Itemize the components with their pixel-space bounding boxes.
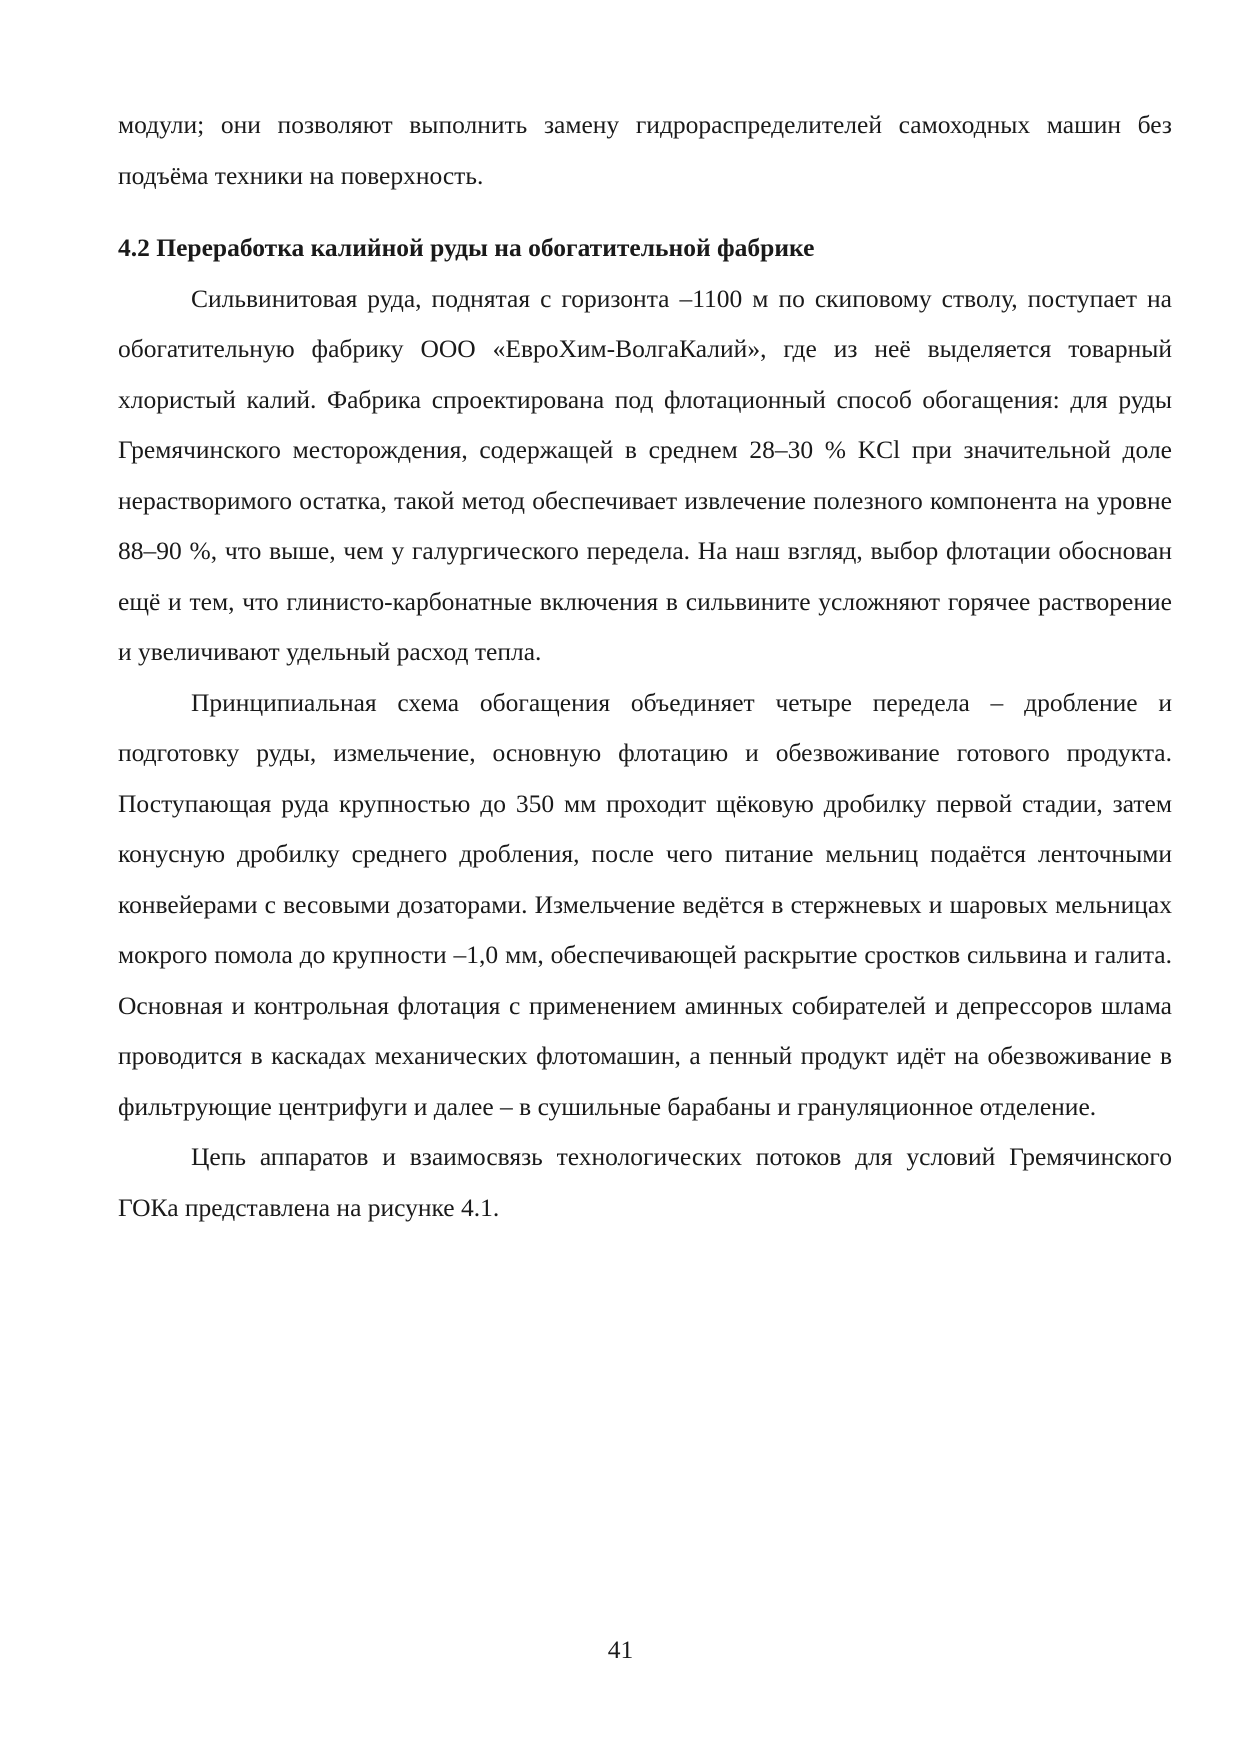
paragraph-figure-reference: Цепь аппаратов и взаимосвязь технологических потоков для условий Гремячинского ГОКа представлена на рисунке 4.1. xyxy=(118,1142,1172,1222)
section-heading: 4.2 Переработка калийной руды на обогатительной фабрике xyxy=(118,233,815,262)
document-page xyxy=(118,100,1172,1233)
continuation-paragraph: модули; они позволяют выполнить замену гидрораспределителей самоходных машин без подъёма техники на поверхность. xyxy=(118,110,1172,190)
paragraph-beneficiation-scheme: Принципиальная схема обогащения объединяет четыре передела – дробление и подготовку руды, измельчение, основную флотацию и обезвоживание готового продукта. Поступающая руда крупностью до 350 мм проходит щёковую дробилку первой стадии, затем конусную дробилку среднего дробления, после чего питание мельниц подаётся ленточными конвейерами с весовыми дозаторами. Измельчение ведётся в стержневых и шаровых мельницах мокрого помола до крупности –1,0 мм, обеспечивающей раскрытие сростков сильвина и галита. Основная и контрольная флотация с применением аминных собирателей и депрессоров шлама проводится в каскадах механических флотомашин, а пенный продукт идёт на обезвоживание в фильтрующие центрифуги и далее – в сушильные барабаны и грануляционное отделение. xyxy=(118,687,1172,1121)
paragraph-ore-processing: Сильвинитовая руда, поднятая с горизонта –1100 м по скиповому стволу, поступает на обогатительную фабрику ООО «ЕвроХим-ВолгаКалий», где из неё выделяется товарный хлористый калий. Фабрика спроектирована под флотационный способ обогащения: для руды Гремячинского месторождения, содержащей в среднем 28–30 % KCl при значительной доле нерастворимого остатка, такой метод обеспечивает извлечение полезного компонента на уровне 88–90 %, что выше, чем у галургического передела. На наш взгляд, выбор флотации обоснован ещё и тем, что глинисто-карбонатные включения в сильвините усложняют горячее растворение и увеличивают удельный расход тепла. xyxy=(118,283,1172,666)
page-number: 41 xyxy=(607,1635,634,1664)
